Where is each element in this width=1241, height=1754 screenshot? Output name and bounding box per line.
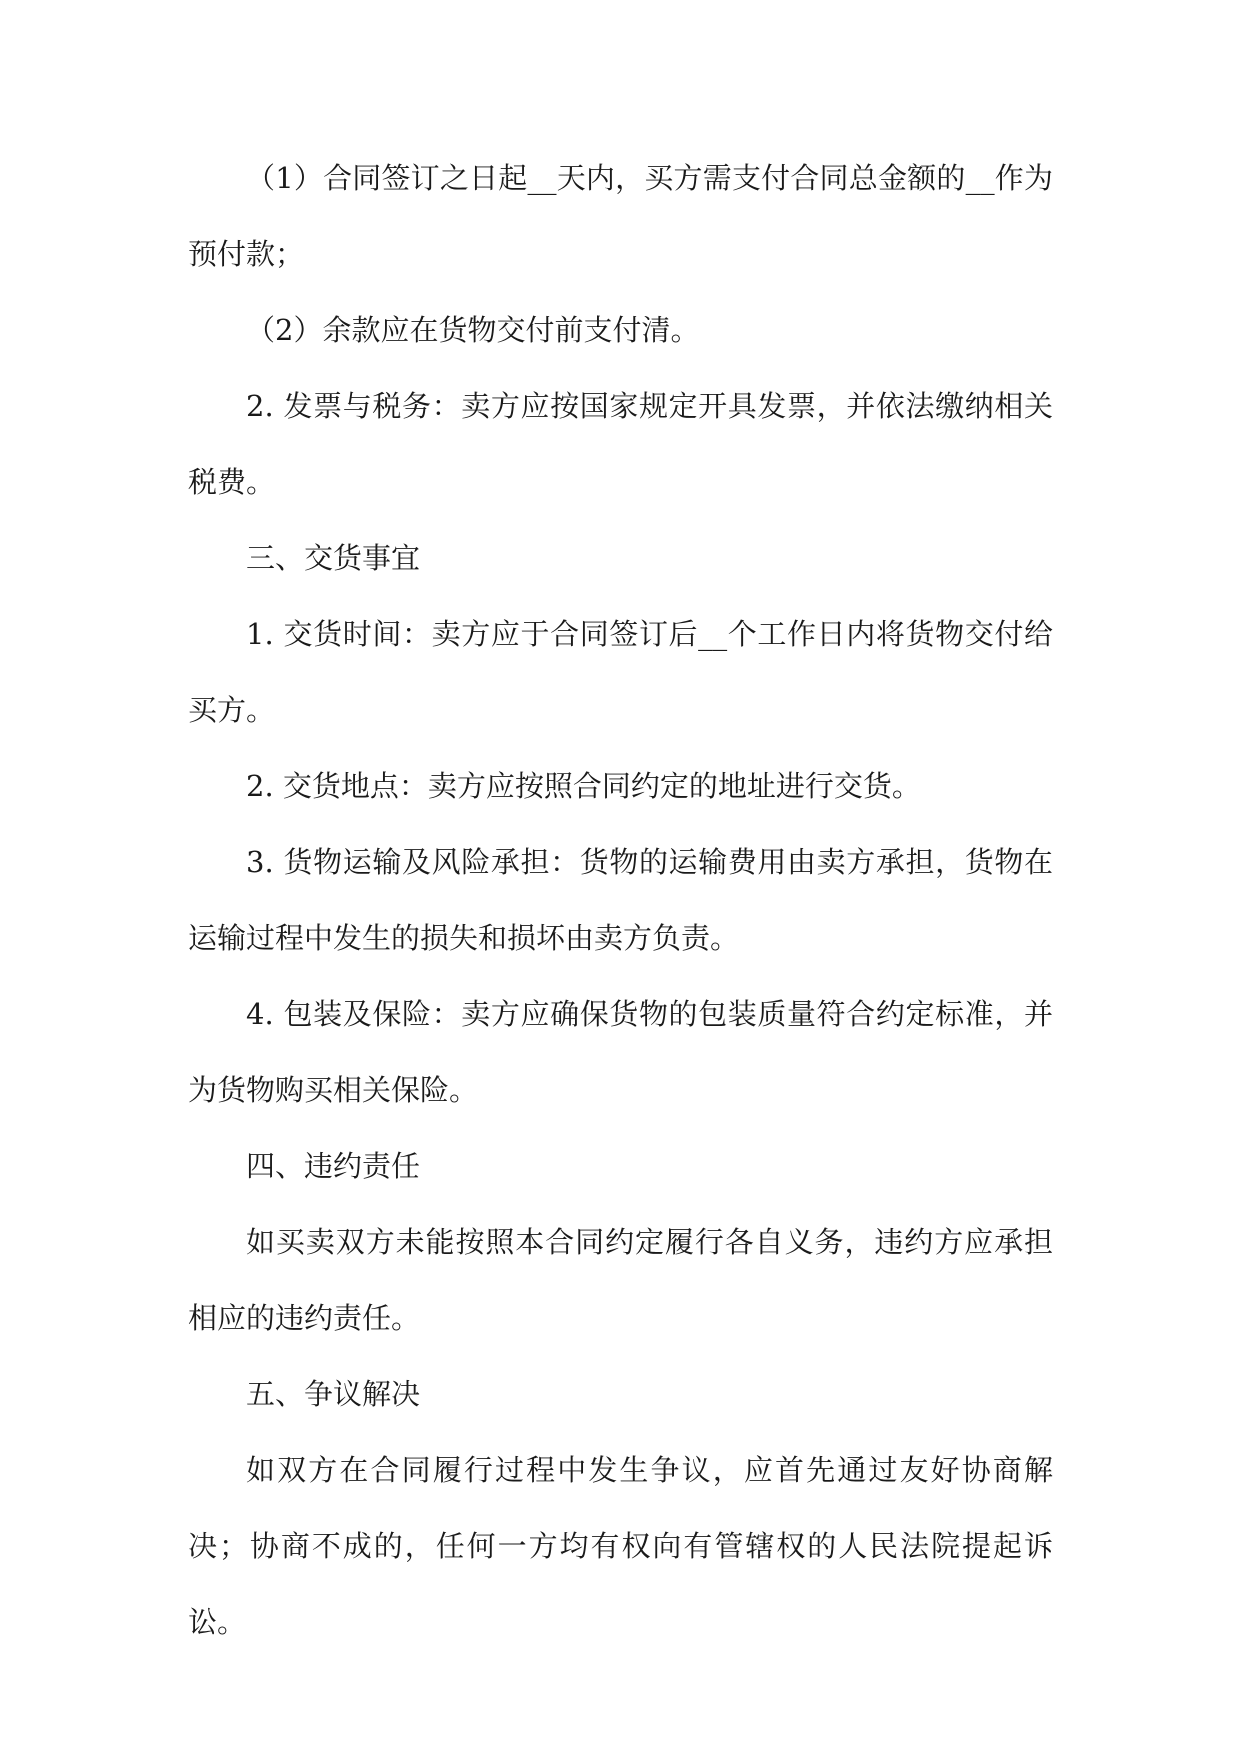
breach-liability-clause: 如买卖双方未能按照本合同约定履行各自义务，违约方应承担相应的违约责任。	[188, 1225, 1053, 1335]
document-body	[188, 140, 1053, 1660]
section-heading-breach: 四、违约责任	[246, 1149, 421, 1183]
payment-clause-1: （1）合同签订之日起__天内，买方需支付合同总金额的__作为预付款；	[188, 161, 1053, 271]
transport-risk-clause: 3. 货物运输及风险承担：货物的运输费用由卖方承担，货物在运输过程中发生的损失和损坏由卖方负责。	[188, 845, 1053, 955]
dispute-resolution-clause: 如双方在合同履行过程中发生争议，应首先通过友好协商解决；协商不成的，任何一方均有权向有管辖权的人民法院提起诉讼。	[188, 1453, 1053, 1639]
packaging-insurance-clause: 4. 包装及保险：卖方应确保货物的包装质量符合约定标准，并为货物购买相关保险。	[188, 997, 1053, 1107]
delivery-location-clause: 2. 交货地点：卖方应按照合同约定的地址进行交货。	[246, 769, 921, 803]
payment-clause-2: （2）余款应在货物交付前支付清。	[246, 313, 700, 347]
section-heading-delivery: 三、交货事宜	[246, 541, 421, 575]
invoice-tax-clause: 2. 发票与税务：卖方应按国家规定开具发票，并依法缴纳相关税费。	[188, 389, 1053, 499]
delivery-time-clause: 1. 交货时间：卖方应于合同签订后__个工作日内将货物交付给买方。	[188, 617, 1053, 727]
section-heading-dispute: 五、争议解决	[246, 1377, 421, 1411]
